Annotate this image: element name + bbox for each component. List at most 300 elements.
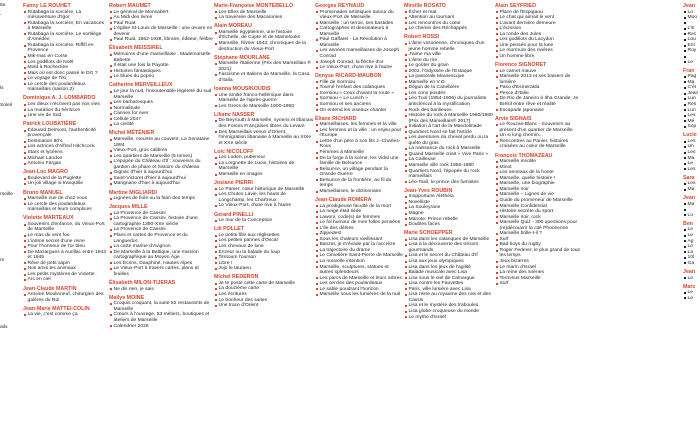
author-section bbox=[214, 212, 314, 224]
book-title: La Provence de Cassini bbox=[109, 227, 213, 233]
book-title: Les écritures bbox=[214, 292, 314, 298]
book-title: Les aventures du cheval perdu ou la quête du gras bbox=[404, 135, 494, 146]
book-title: Le bbox=[683, 290, 700, 296]
book-title: Timtoum l'ourson bbox=[214, 255, 314, 261]
book-title: Rec bbox=[683, 32, 700, 38]
book-title: Marseillaises, les femmes et la ville bbox=[315, 122, 403, 128]
book-title: Libre ! bbox=[214, 261, 314, 267]
author-name: Fran bbox=[683, 67, 695, 74]
book-title: Zippedest bbox=[315, 231, 403, 237]
author-section bbox=[495, 3, 587, 60]
book-title: Les Grecs de Marseille 1900-1950 bbox=[214, 104, 314, 110]
book-title: Le Panier, cœur historique de Marseille bbox=[214, 187, 314, 193]
book-title: Enzeur ou la balade du loup bbox=[214, 250, 314, 256]
book-title: Cannes for ever bbox=[109, 111, 213, 117]
book-title: Le mythe d'Israël bbox=[404, 315, 494, 321]
book-title: Joseph Conrad, la flèche d'or bbox=[315, 60, 403, 66]
book-title: La mutation du hérisson bbox=[23, 108, 108, 114]
author-name: François THOMAZEAU bbox=[495, 152, 553, 159]
book-title: Le chat qui aimait le vent bbox=[495, 15, 587, 21]
book-title: La ronde des Jules bbox=[495, 32, 587, 38]
edge-fragment: 5e bbox=[0, 3, 6, 8]
book-title: Escapade japonaise bbox=[495, 108, 587, 114]
author-name: Sara bbox=[683, 174, 695, 181]
book-title: Lo bbox=[683, 213, 700, 219]
book-title: Cartographes et dessinateurs à Marseille bbox=[315, 26, 403, 37]
author-name: Michel REDERON bbox=[214, 274, 259, 281]
book-title: Marseille l'Italienne (Prix des Marseillais ® 2021) bbox=[214, 61, 314, 72]
author-column bbox=[495, 3, 587, 289]
book-title: Les godillots du Lacydon bbox=[495, 37, 587, 43]
author-name: Jean-Luc MAGRO bbox=[23, 169, 69, 176]
book-title: Marseillaises, le dictionnaire bbox=[315, 189, 403, 195]
author-section bbox=[214, 274, 314, 308]
book-title: Pour l'honneur de l'or bleu bbox=[23, 244, 108, 250]
book-title: Initiation à l'art de la Mandolinade bbox=[404, 124, 494, 130]
book-title: Lisa dans les jeux de l'agilité bbox=[404, 265, 494, 271]
author-name: Josiane PIERRI bbox=[214, 180, 253, 187]
book-title: Une trace d'Orient bbox=[214, 303, 314, 309]
book-title: Marseille, une biographie bbox=[495, 181, 587, 187]
book-title: Une vie de Sud bbox=[23, 113, 108, 119]
book-title: Mémoires d'une marseillaise : Mademoiselle Babette bbox=[109, 52, 213, 63]
author-column bbox=[404, 3, 494, 323]
book-title: Calendrier 2026 bbox=[109, 324, 213, 330]
book-title: Lettre d'un père à son fils J.-Charles-Roux bbox=[315, 139, 403, 150]
book-title: Histoires fantastiques bbox=[109, 69, 213, 75]
book-title: Le goûter du grain bbox=[404, 63, 494, 69]
book-title: Dégun de la Canebière bbox=[404, 85, 494, 91]
book-title: Le marin d'Israël bbox=[495, 265, 587, 271]
book-title: Le bbox=[683, 276, 700, 282]
book-title: Jean bbox=[683, 91, 700, 97]
book-title: Le Vieux-Port, d'une rive à l'autre bbox=[214, 203, 314, 209]
book-title: Bad boys du rugby bbox=[495, 242, 587, 248]
book-title: Pesce d'Italie bbox=[495, 91, 587, 97]
edge-fragment: rs bbox=[0, 258, 5, 264]
author-section bbox=[683, 195, 700, 218]
book-title: Novelliste bbox=[404, 200, 494, 206]
author-name: Éliane RICHARD bbox=[315, 115, 357, 122]
author-column bbox=[109, 3, 213, 332]
book-title: Souvenirs d'enfance, du Vieux-Port de Marseille bbox=[23, 222, 108, 233]
book-title: La Provence de Cassini bbox=[109, 211, 213, 217]
book-title: Le bbox=[683, 244, 700, 250]
book-title: Marseille sous les lumières de la nuit bbox=[315, 292, 403, 298]
author-section bbox=[495, 62, 587, 113]
edge-fragment: ls bbox=[0, 86, 4, 92]
author-name: Maïlys MOINE bbox=[109, 294, 145, 301]
author-section bbox=[315, 73, 403, 113]
edge-fragment: ails bbox=[0, 324, 8, 330]
book-title: Rutabaga la sorcière, La mésaventure d'Igor bbox=[23, 10, 108, 21]
book-title: Antoine Moulinneuf, chirurgien des galères du Roi bbox=[23, 292, 108, 303]
book-title: Ag bbox=[683, 239, 700, 245]
author-name: Liliane NASSER bbox=[214, 111, 255, 118]
book-title: Saint-Victoret d'hier à aujourd'hui bbox=[109, 176, 213, 182]
author-section bbox=[23, 306, 108, 318]
book-title: Marseille Quiz - 300 questions pour (re)découvrir la cité Phocéenne bbox=[495, 220, 587, 231]
book-title: Je te poste cette carte de Marseille bbox=[214, 281, 314, 287]
author-name: Lili POLLET bbox=[214, 226, 245, 233]
book-title: Le bbox=[683, 60, 700, 66]
book-title: Les femmes et la ville : un enjeu pour l'Europe bbox=[315, 128, 403, 139]
book-title: Arc en ciel bbox=[23, 277, 108, 283]
author-section bbox=[214, 226, 314, 271]
book-title: Les barbaresques bbox=[109, 100, 213, 106]
book-title: Lisa contre les Fauvettes bbox=[404, 281, 494, 287]
left-edge-column bbox=[0, 3, 22, 441]
book-title: Quand Marseille criait « Vive Paris » bbox=[404, 152, 494, 158]
book-title: Mais où est donc passé le DG ? bbox=[23, 71, 108, 77]
book-title: Une pensée pour la lune bbox=[495, 43, 587, 49]
book-title: Place de l'Espigaou bbox=[495, 10, 587, 16]
book-title: Minot bbox=[495, 165, 587, 171]
book-title: L'île des délires bbox=[315, 226, 403, 232]
book-title: Femmes à Marseille bbox=[315, 150, 403, 156]
book-title: De Rio de Janeiro à Ilha Grande, Je Brésil entre rêve et réalité bbox=[495, 96, 587, 107]
author-name: Jean-Claude MARTIN bbox=[23, 285, 77, 292]
book-title: Inopportune Aléthéia bbox=[404, 194, 494, 200]
book-title: Lisa dans les calanques de Marseille bbox=[404, 237, 494, 243]
author-name: Jean bbox=[683, 268, 696, 275]
author-name: Jacques MILLE bbox=[109, 204, 148, 211]
author-section bbox=[683, 68, 700, 130]
book-title: L'intime secret d'une reine bbox=[23, 239, 108, 245]
book-title: Le Vieux-Port à travers cartes, plans et feuilles bbox=[109, 266, 213, 277]
book-title: Le Cimetière Saint-Pierre de Marseille bbox=[315, 253, 403, 259]
book-title: C'ét bbox=[683, 85, 700, 91]
author-section bbox=[214, 112, 314, 146]
book-title: L'épopée du Château d'If : souvenirs du gardien de phare et histoire du château bbox=[109, 159, 213, 170]
author-name: Violette MARTEAUX bbox=[23, 215, 74, 222]
author-name: Marie SCHOEPPER bbox=[404, 230, 453, 237]
book-title: Les petites pannes d'Oscar bbox=[214, 238, 314, 244]
book-title: Les Écrins, Dauphiné, Hautes Alpes bbox=[109, 261, 213, 267]
book-title: Le bbox=[683, 227, 700, 233]
edge-fragment: ' bbox=[0, 14, 1, 20]
book-title: Les bbox=[683, 150, 700, 156]
book-title: La Cailleuse bbox=[404, 157, 494, 163]
author-section bbox=[109, 45, 213, 79]
book-title: Le blues du poprio bbox=[109, 74, 213, 80]
author-section bbox=[23, 95, 108, 118]
book-title: L'église St-Louis de Marseille : une œuvre en devenir bbox=[109, 26, 213, 37]
book-title: Ma bbox=[683, 156, 700, 162]
book-title: Jojo le tauraeu bbox=[214, 266, 314, 272]
book-title: Fille de Sormiou bbox=[315, 80, 403, 86]
book-title: Marseille en V.O. bbox=[404, 80, 494, 86]
book-title: L'avant dernière demeure bbox=[495, 21, 587, 27]
book-title: Quartiers Nord se fait l'article bbox=[404, 130, 494, 136]
book-title: Les Elles de Marseille bbox=[214, 10, 314, 16]
book-title: Il était une fois la Payotte bbox=[109, 63, 213, 69]
book-title: Marseille, sculptures, statues et autres splendeurs bbox=[315, 265, 403, 276]
book-title: De la forge à la scène, les Vidal une famille de Belsunce bbox=[315, 156, 403, 167]
book-title: Marseille ville rock 1956-1980 bbox=[404, 163, 494, 169]
book-title: La bbox=[683, 250, 700, 256]
book-title: Rutabaga la sorcière, Riffifi en Provence bbox=[23, 43, 108, 54]
book-title: Les chevaux de lune bbox=[214, 244, 314, 250]
book-title: De Beyrouth à Marseille, syriens et libanais des Forces Françaises libres du Levant bbox=[214, 118, 314, 129]
book-title: Rutabaga la sorcière, Le sortilège d'Amédée bbox=[23, 32, 108, 43]
book-title: Pag bbox=[683, 74, 700, 80]
book-title: Antonio Fargas bbox=[23, 161, 108, 167]
book-title: Rencontres au Panier, histoires croisées au cœur de Marseille bbox=[495, 139, 587, 150]
author-section bbox=[683, 221, 700, 266]
author-name: Martine MIGLIARDI bbox=[109, 189, 157, 196]
book-title: Mik-mac en Corse bbox=[23, 54, 108, 60]
book-title: La trajectoire du drame bbox=[315, 248, 403, 254]
book-title: Le bbox=[683, 233, 700, 239]
author-column bbox=[214, 3, 314, 311]
author-name: Jean bbox=[683, 195, 696, 202]
author-section bbox=[683, 132, 700, 172]
book-title: Le bonheur des suites bbox=[214, 298, 314, 304]
book-title: Le carnet mauve bbox=[495, 69, 587, 75]
book-title: Ma bbox=[683, 202, 700, 208]
book-title: La douzième carte bbox=[214, 286, 314, 292]
book-title: Le sable poudrant l'horizon bbox=[315, 287, 403, 293]
book-title: De Marseille à la Baltique, une mission cartographique au Moyen Âge bbox=[109, 250, 213, 261]
book-title: Les quartiers de Marseille (5 tomes) bbox=[109, 154, 213, 160]
author-section bbox=[315, 116, 403, 195]
author-name: Dominique A. J. LOMBARDO bbox=[23, 95, 96, 102]
book-title: Le voyage de Tiki bbox=[23, 76, 108, 82]
author-name: Élisabeth MILON-TIJERAS bbox=[109, 280, 176, 286]
author-name: Lucie bbox=[683, 132, 697, 139]
book-title: Des Marseillais venus d'Orient, l'immigration libanaise à Marseille au XIXe et XXe siècle bbox=[214, 130, 314, 147]
edge-fragment: Soleil bbox=[0, 102, 13, 108]
author-section bbox=[109, 82, 213, 127]
book-title: Histoire du rock à Marseille 1960/1980 (Prix des Marseillais® 2017) bbox=[404, 113, 494, 124]
book-title: Marseille : un terroir, ses bastides bbox=[315, 21, 403, 27]
book-title: La civilité bbox=[109, 122, 213, 128]
book-title: Tourné l'enfant des calanques bbox=[315, 85, 403, 91]
author-section bbox=[23, 121, 108, 166]
book-title: Lisa à la découverte des trésors gourmands bbox=[404, 242, 494, 253]
book-title: Un bbox=[683, 144, 700, 150]
book-title: Surf bbox=[495, 237, 587, 243]
book-title: Jeux bizarres bbox=[495, 259, 587, 265]
book-title: Stars et lycéens bbox=[23, 150, 108, 156]
book-title: Lisa et le secret du Château d'If bbox=[404, 253, 494, 259]
author-name: Ben bbox=[683, 220, 694, 227]
book-title: Boulevard de la Puglette bbox=[23, 176, 108, 182]
book-title: Les anneaux de la honte bbox=[495, 170, 587, 176]
book-title: On entend les oiseaux chanter bbox=[315, 108, 403, 114]
author-name: Alain SEYFRIED bbox=[495, 3, 536, 9]
book-title: Marseille égyptienne, une histoire d'Échelle, de Copte et de Mamelouks bbox=[214, 30, 314, 41]
book-title: Le Vieux-Port, d'une rive à l'autre bbox=[315, 65, 403, 71]
book-title: Belsunce, un village pendant la Grande Guerre bbox=[315, 167, 403, 178]
author-name: Georges REYNAUD bbox=[315, 3, 365, 9]
book-title: Lisa et le mystère des traboules bbox=[404, 303, 494, 309]
author-section bbox=[214, 86, 314, 109]
author-name: Michel MÉTÉNIER bbox=[109, 130, 155, 137]
author-name: Élisabeth MEISSIREL bbox=[109, 45, 163, 52]
author-name: Catherine MERVEILLEUX bbox=[109, 82, 173, 89]
book-title: Ma bbox=[683, 187, 700, 193]
author-section bbox=[495, 116, 587, 150]
book-title: Le chemin des Réchappés bbox=[404, 26, 494, 32]
book-title: Un si long chemin... bbox=[495, 133, 587, 139]
book-title: Mon bbox=[683, 15, 700, 21]
author-section bbox=[23, 286, 108, 304]
book-title: Les bbox=[683, 113, 700, 119]
book-title: Édouard Delmont, l'authenticité provençale bbox=[23, 128, 108, 139]
author-name: Bruno MANUEL bbox=[23, 189, 63, 196]
book-title: Lignées de fiole ou la faim des temps bbox=[109, 196, 213, 202]
book-title: Surf bbox=[495, 281, 587, 287]
author-section bbox=[23, 3, 108, 93]
author-name: Ioanna MOUSIKOUDIS bbox=[214, 86, 271, 93]
author-name: Marc bbox=[683, 283, 696, 290]
book-title: Nos amis les animaux bbox=[23, 266, 108, 272]
book-title: La vie, c'est comme ça bbox=[23, 312, 108, 318]
author-name: Alain MOREAU bbox=[214, 23, 252, 30]
book-title: Sormiou « Ceux d'avant la route » bbox=[315, 91, 403, 97]
author-name: Arvie SIGNAIS bbox=[495, 115, 532, 122]
book-title: La Provence de Cassini, histoire d'une cartographie 1390-XXe siècle bbox=[109, 216, 213, 227]
book-title: Normalitude bbox=[109, 106, 213, 112]
book-title: Michael Landon bbox=[23, 156, 108, 162]
book-title: Guide du promeneur de Marseille bbox=[495, 198, 587, 204]
book-title: Rêve de petit sapin bbox=[23, 261, 108, 267]
book-title: La neige était tiède bbox=[315, 209, 403, 215]
book-title: Rutabaga la sorcière, En vacances à Marseille bbox=[23, 21, 108, 32]
book-title: Le fol humour de mes folles pensées bbox=[315, 220, 403, 226]
book-title: Le général de Monsabert bbox=[109, 10, 213, 16]
author-section bbox=[109, 130, 213, 187]
author-section bbox=[315, 197, 403, 298]
book-title: Le mur de la Conception bbox=[214, 218, 314, 224]
book-title: Le petite fille aux réglisettes bbox=[214, 233, 314, 239]
author-name: Florence SIGNORET bbox=[495, 62, 547, 69]
author-section bbox=[109, 190, 213, 202]
author-section bbox=[23, 215, 108, 283]
author-section bbox=[683, 3, 700, 65]
book-title: Banzaï, je m'évade par la raccrèze bbox=[315, 242, 403, 248]
author-name: Stéphane MOURLANE bbox=[214, 54, 270, 61]
author-section bbox=[109, 295, 213, 329]
book-title: Roy bbox=[683, 48, 700, 54]
book-title: Balade musicale avec Lisa bbox=[404, 270, 494, 276]
author-section bbox=[109, 3, 213, 43]
book-title: Les godillots de Noël bbox=[23, 60, 108, 66]
book-title: Mé bbox=[683, 119, 700, 125]
book-title: La reine des sirènes bbox=[495, 270, 587, 276]
book-title: Léo-Taxil, le prince des fumistes bbox=[404, 180, 494, 186]
author-section bbox=[23, 169, 108, 187]
book-title: J'aime ma ville bbox=[404, 52, 494, 58]
book-title: Gignac d'hier à aujourd'hui bbox=[109, 170, 213, 176]
book-title: Les bbox=[683, 181, 700, 187]
book-title: Marseille brille-t-il ? bbox=[495, 231, 587, 237]
book-title: Plans et cartes de Provence et du Languedoc bbox=[109, 233, 213, 244]
book-title: Les bbox=[683, 167, 700, 173]
book-title: Cellule 2047 bbox=[109, 117, 213, 123]
book-title: Le murmure des rivières bbox=[495, 48, 587, 54]
author-name: Loïc NICOLOFF bbox=[214, 148, 254, 155]
author-name: Gérard PINELLI bbox=[214, 211, 254, 218]
book-title: Les dieux n'écrivent pas nos vies bbox=[23, 102, 108, 108]
book-title: Les parcs de Marseille et leurs arbres bbox=[315, 276, 403, 282]
book-title: Les bbox=[683, 139, 700, 145]
book-title: Marseille – Lignes de vie bbox=[495, 192, 587, 198]
book-title: La carte marine d'Avignon bbox=[109, 244, 213, 250]
book-title: Paris, ville lumière avec Lisa bbox=[404, 287, 494, 293]
book-title: Les années marseillaises de Joseph Conrad bbox=[315, 48, 403, 59]
book-title: Le Rouzas-Blanc - Souvenirs au présent d'un quartier de Marseille bbox=[495, 122, 587, 133]
book-title: Destination 80's bbox=[23, 139, 108, 145]
book-title: Un homme libre bbox=[495, 54, 587, 60]
book-title: Doubles faces bbox=[404, 222, 494, 228]
book-title: Lun bbox=[683, 96, 700, 102]
author-section bbox=[214, 3, 314, 21]
book-title: Promenades artistiques autour du Vieux-Port de Marseille bbox=[315, 10, 403, 21]
book-title: Une amitié franco-hellénique dans Marseille de l'après-guerre bbox=[214, 93, 314, 104]
book-title: Ent bbox=[683, 43, 700, 49]
book-title: Paul Gaffarel - La Révolution à Marseille bbox=[315, 37, 403, 48]
book-title: La Souleyrane bbox=[404, 205, 494, 211]
book-title: Quartiers Nord, l'épopée du rock marseillais bbox=[404, 169, 494, 180]
book-title: Marseille 2013 et ses baisers de lumière bbox=[495, 74, 587, 85]
book-title: Les Chutes Lavie, les hauts de Longchamp, les Chartreux bbox=[214, 192, 314, 203]
author-name: Patrick LOUBATIÈRE bbox=[23, 121, 77, 128]
book-title: Croquis croquant, la suite 52 restaurants de Marseille bbox=[109, 301, 213, 312]
book-title: Marseille insolite bbox=[495, 159, 587, 165]
book-title: Les rencontres du cœur bbox=[404, 21, 494, 27]
book-title: Le jour la nuit, l'insoutenable légèreté du sud Marseille bbox=[109, 89, 213, 100]
book-title: Sormiou et ses anciens bbox=[315, 102, 403, 108]
book-title: Marseille Confidential bbox=[495, 204, 587, 210]
book-title: Paul Ruat bbox=[109, 21, 213, 27]
book-title: Marseille en images bbox=[214, 172, 314, 178]
book-title: Les cons posdés bbox=[404, 91, 494, 97]
book-title: Histoire secrète du sport bbox=[495, 209, 587, 215]
author-section bbox=[404, 3, 494, 32]
author-section bbox=[109, 204, 213, 277]
book-title: Marseille vue de chez vous bbox=[23, 196, 108, 202]
book-title: Léo Tuol (1854-1906) du journaliste anticlérical à la mystification bbox=[404, 96, 494, 107]
book-title: Le mas du vent fou bbox=[23, 233, 108, 239]
book-title: Un joli village si tranquille bbox=[23, 181, 108, 187]
book-title: La pastorale Maurescque bbox=[404, 74, 494, 80]
book-title: Marseille, meurtre au couvent, La Senatane 1884 bbox=[109, 137, 213, 148]
book-title: Lisa reine au royaume des rois et des Cassis bbox=[404, 292, 494, 303]
book-title: Lun bbox=[683, 108, 700, 114]
book-title: Sous les chaleurs vieillissant bbox=[315, 237, 403, 243]
book-title: Terminus Marseille bbox=[495, 276, 587, 282]
book-title: Belsunce de la frontière, au fil du temps bbox=[315, 178, 403, 189]
book-title: Magne bbox=[404, 211, 494, 217]
author-column bbox=[315, 3, 403, 300]
book-title: Attention au tournant bbox=[404, 15, 494, 21]
author-name: Jean-Yves ROUBIN bbox=[404, 187, 453, 194]
book-title: Les Loden, pubeneur bbox=[214, 155, 314, 161]
book-title: Lawoni, code(s) de femmes bbox=[315, 215, 403, 221]
author-section bbox=[404, 34, 494, 185]
book-title: 10l bbox=[683, 255, 700, 261]
book-title: L'éclosion bbox=[495, 26, 587, 32]
author-name: Robert MAUMET bbox=[109, 3, 151, 9]
author-section bbox=[683, 269, 700, 281]
book-title: Le bbox=[683, 296, 700, 302]
book-title: Fascisme et Italiens de Marseille, la Casa d'Italia bbox=[214, 72, 314, 83]
book-title: Lisa aux jeux olympiques bbox=[404, 259, 494, 265]
author-section bbox=[214, 55, 314, 84]
